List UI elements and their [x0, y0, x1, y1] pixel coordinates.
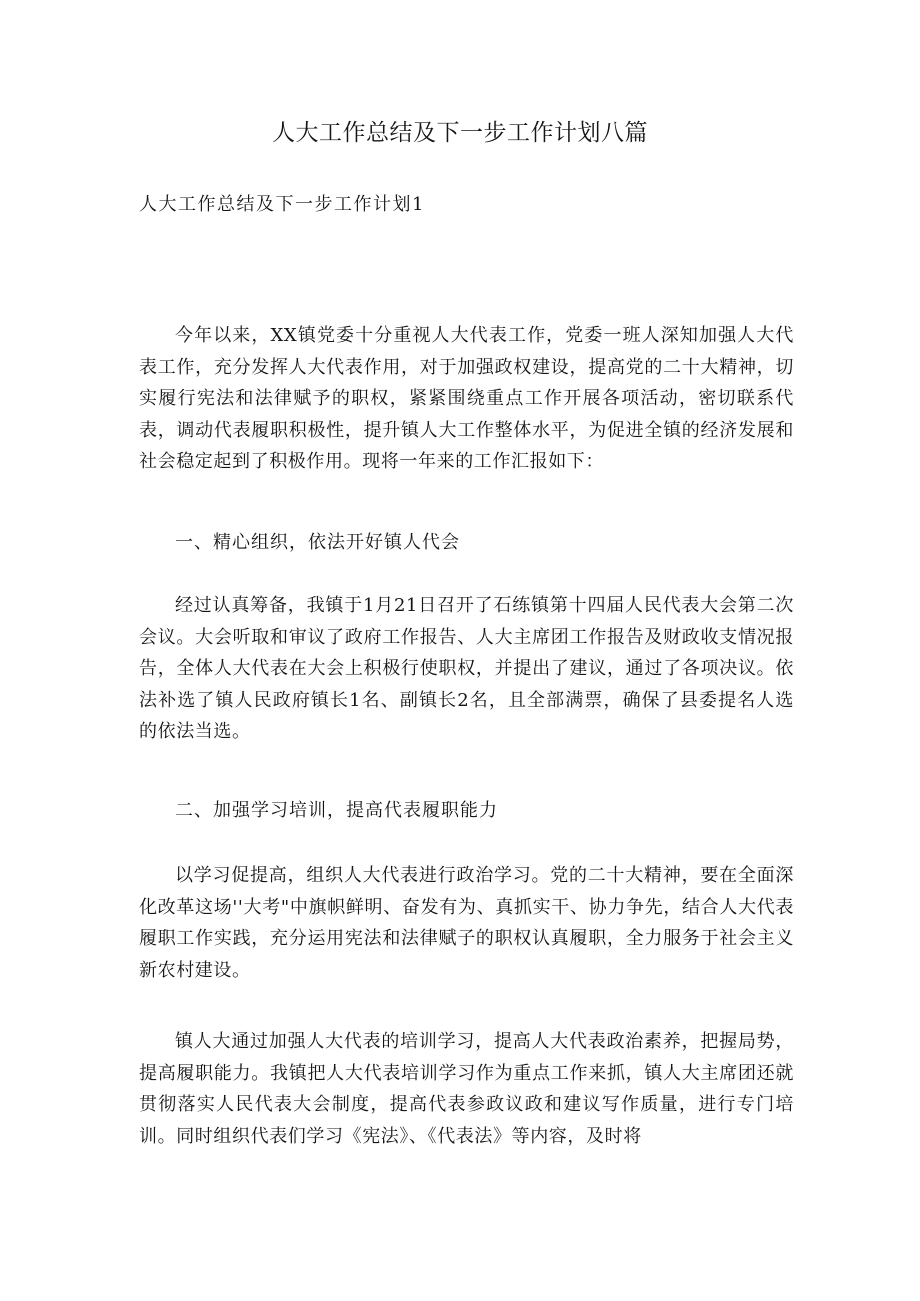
document-subtitle: 人大工作总结及下一步工作计划1 — [139, 194, 425, 215]
section-heading-1: 一、精心组织，依法开好镇人代会 — [175, 532, 460, 553]
section-heading-2: 二、加强学习培训，提高代表履职能力 — [175, 800, 498, 821]
paragraph-political-study: 以学习促提高，组织人大代表进行政治学习。党的二十大精神，要在全面深化改革这场''大考"中旗帜鲜明、奋发有为、真抓实干、协力争先，结合人大代表履职工作实践，充分运用宪法和法律赋子的职权认真履职，全力服务于社会主义新农村建设。 — [139, 865, 794, 981]
paragraph-intro: 今年以来，XX镇党委十分重视人大代表工作，党委一班人深知加强人大代表工作，充分发挥人大代表作用，对于加强政权建设，提高党的二十大精神，切实履行宪法和法律赋予的职权，紧紧围绕重点工作开展各项活动，密切联系代表，调动代表履职积极性，提升镇人大工作整体水平，为促进全镇的经济发展和社会稳定起到了积极作用。现将一年来的工作汇报如下： — [139, 325, 794, 472]
paragraph-congress-meeting: 经过认真筹备，我镇于1月21日召开了石练镇第十四届人民代表大会第二次会议。大会听取和审议了政府工作报告、人大主席团工作报告及财政收支情况报告，全体人大代表在大会上积极行使职权，并提出了建议，通过了各项决议。依法补选了镇人民政府镇长1名、副镇长2名，且全部满票，确保了县委提名人选的依法当选。 — [139, 595, 794, 742]
paragraph-training: 镇人大通过加强人大代表的培训学习，提高人大代表政治素养，把握局势，提高履职能力。我镇把人大代表培训学习作为重点工作来抓，镇人大主席团还就贯彻落实人民代表大会制度，提高代表参政议政和建议写作质量，进行专门培训。同时组织代表们学习《宪法》、《代表法》等内容，及时将 — [139, 1031, 794, 1147]
document-title: 人大工作总结及下一步工作计划八篇 — [272, 120, 648, 146]
